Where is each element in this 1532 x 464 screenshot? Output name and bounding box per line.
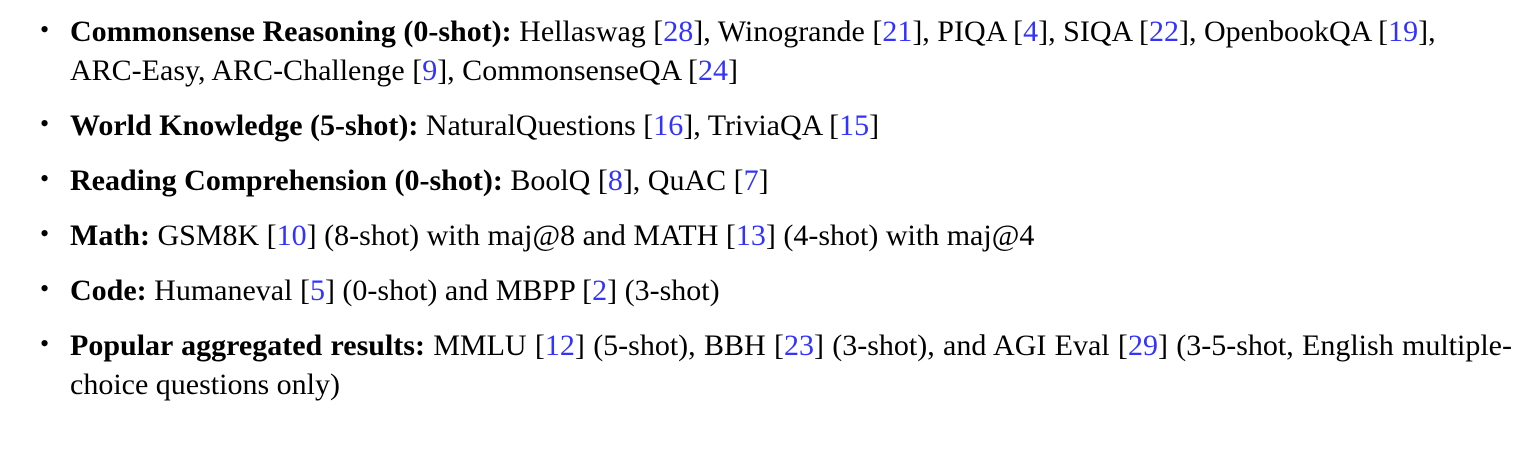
bullet-icon: • xyxy=(40,109,50,138)
category-benchmarks xyxy=(418,109,879,142)
text-run: MMLU [ xyxy=(424,329,545,362)
citation-link[interactable]: 13 xyxy=(735,219,766,252)
citation-link[interactable]: 5 xyxy=(309,274,325,307)
citation-link[interactable]: 10 xyxy=(276,219,307,252)
category-label: Popular aggregated results: xyxy=(70,329,425,362)
list-item-commonsense-reasoning xyxy=(34,12,1512,90)
text-run: ] (8-shot) with maj@8 and MATH [ xyxy=(306,219,736,252)
text-run: ] xyxy=(869,109,880,142)
citation-link[interactable]: 16 xyxy=(653,109,684,142)
text-run: ], TriviaQA [ xyxy=(683,109,840,142)
citation-link[interactable]: 24 xyxy=(698,54,729,87)
text-run: Hellaswag [ xyxy=(511,15,664,48)
text-run: ] xyxy=(728,54,739,87)
text-run: ], Winogrande [ xyxy=(693,15,883,48)
text-run: ], QuAC [ xyxy=(622,164,744,197)
bullet-icon: • xyxy=(40,164,50,193)
list-item-math xyxy=(34,216,1512,255)
text-run: ], OpenbookQA [ xyxy=(1179,15,1389,48)
text-run: ], CommonsenseQA [ xyxy=(437,54,699,87)
list-item-popular-aggregated-results xyxy=(34,326,1512,404)
text-run: ] (3-shot) xyxy=(607,274,720,307)
citation-link[interactable]: 15 xyxy=(839,109,870,142)
list-item-code xyxy=(34,271,1512,310)
text-run: GSM8K [ xyxy=(149,219,277,252)
text-run: Humaneval [ xyxy=(146,274,310,307)
bullet-icon: • xyxy=(40,15,50,44)
category-label: Code: xyxy=(70,274,147,307)
category-benchmarks xyxy=(147,274,720,307)
citation-link[interactable]: 21 xyxy=(882,15,913,48)
benchmark-category-list xyxy=(34,12,1512,404)
citation-link[interactable]: 9 xyxy=(422,54,438,87)
citation-link[interactable]: 7 xyxy=(743,164,759,197)
text-run: ] (3-5-shot, English multiple-choice questions only) xyxy=(70,329,1512,401)
citation-link[interactable]: 22 xyxy=(1149,15,1179,48)
citation-link[interactable]: 28 xyxy=(663,15,694,48)
citation-link[interactable]: 8 xyxy=(607,164,623,197)
text-run: ] (3-shot), and AGI Eval [ xyxy=(813,329,1128,362)
list-item-reading-comprehension xyxy=(34,161,1512,200)
text-run: ] (4-shot) with maj@4 xyxy=(765,219,1035,252)
bullet-icon: • xyxy=(40,274,50,303)
citation-link[interactable]: 23 xyxy=(783,329,814,362)
category-label: Reading Comprehension (0-shot): xyxy=(70,164,503,197)
text-run: ], SIQA [ xyxy=(1038,15,1149,48)
bullet-icon: • xyxy=(40,329,50,358)
citation-link[interactable]: 29 xyxy=(1127,329,1158,362)
citation-link[interactable]: 12 xyxy=(544,329,575,362)
category-benchmarks xyxy=(503,164,769,197)
category-label: Commonsense Reasoning (0-shot): xyxy=(70,15,512,48)
citation-link[interactable]: 19 xyxy=(1388,15,1419,48)
category-label: Math: xyxy=(70,219,150,252)
citation-link[interactable]: 4 xyxy=(1023,15,1039,48)
category-label: World Knowledge (5-shot): xyxy=(70,109,419,142)
text-run: NaturalQuestions [ xyxy=(418,109,654,142)
text-run: ] (5-shot), BBH [ xyxy=(574,329,784,362)
text-run: ] xyxy=(758,164,769,197)
bullet-icon: • xyxy=(40,219,50,248)
text-run: ] (0-shot) and MBPP [ xyxy=(324,274,593,307)
category-benchmarks xyxy=(150,219,1034,252)
text-run: ], PIQA [ xyxy=(912,15,1024,48)
citation-link[interactable]: 2 xyxy=(592,274,608,307)
text-run: ], ARC-Easy, ARC-Challenge [ xyxy=(70,15,1436,87)
list-item-world-knowledge xyxy=(34,106,1512,145)
text-run: BoolQ [ xyxy=(502,164,608,197)
